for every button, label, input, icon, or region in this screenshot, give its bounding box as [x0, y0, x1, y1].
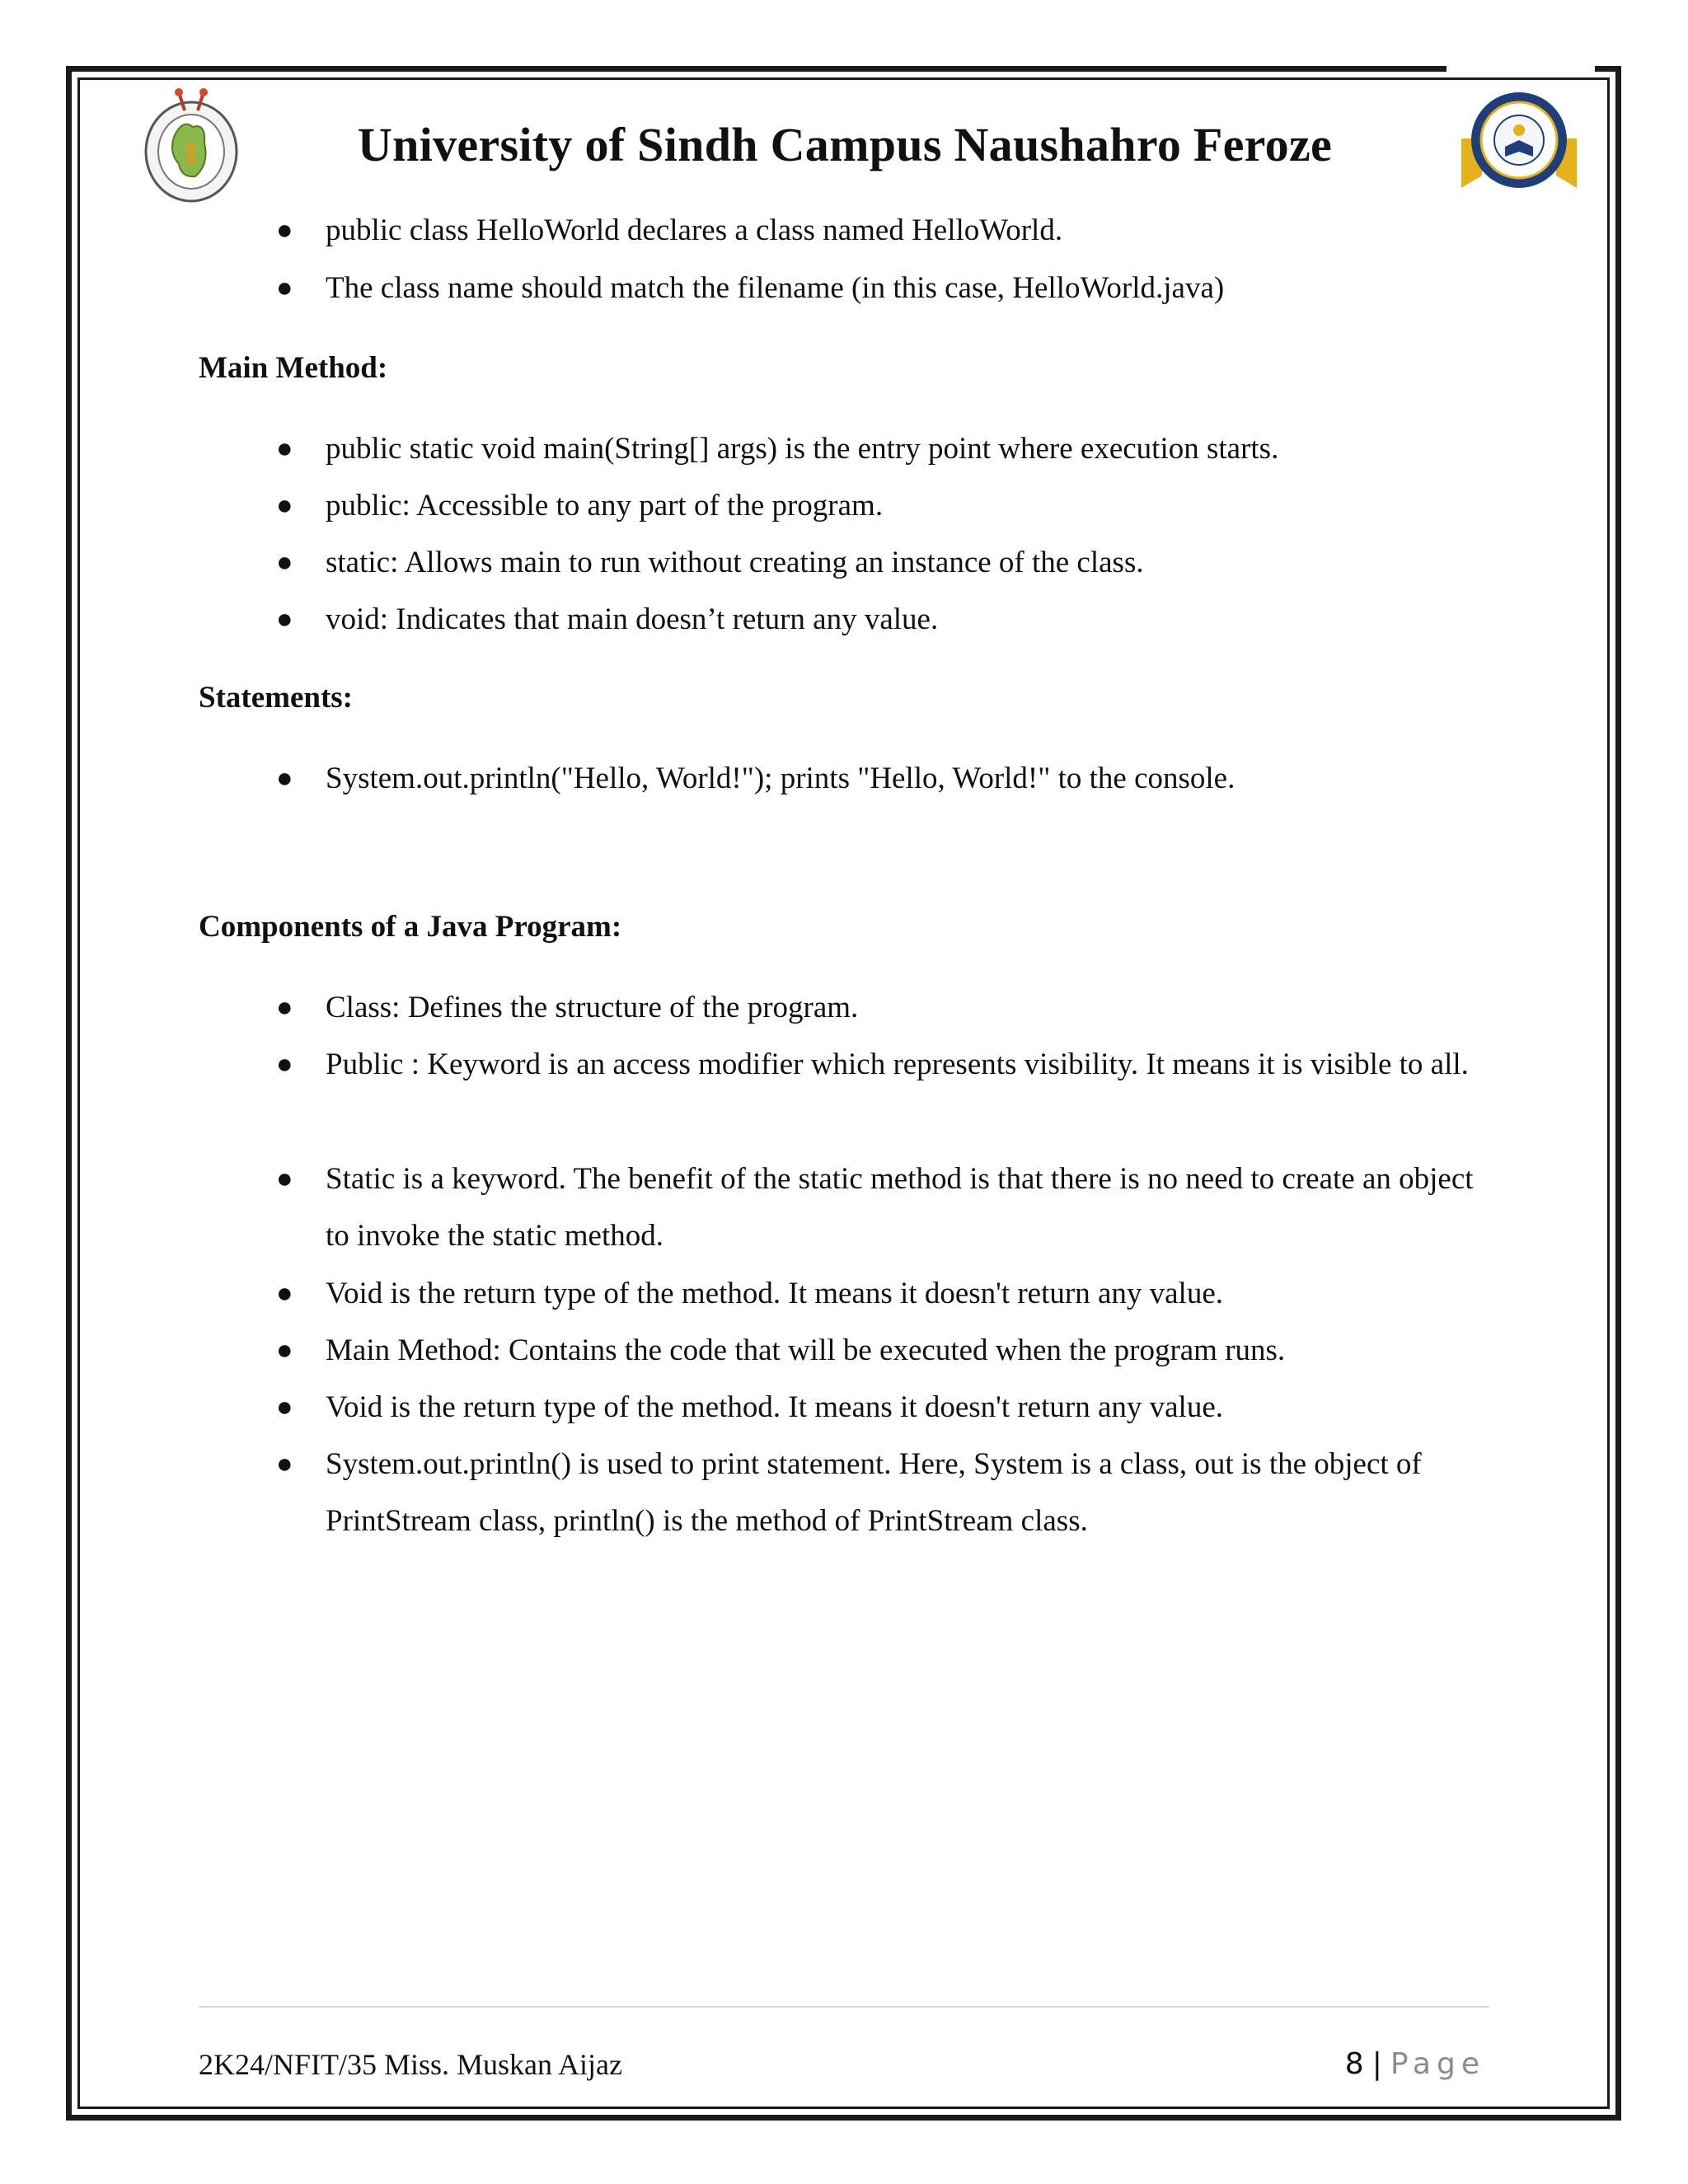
- bullet-icon: ●: [276, 1335, 293, 1366]
- list-item: [276, 1322, 1488, 1379]
- footer-author: 2K24/NFIT/35 Miss. Muskan Aijaz: [199, 2048, 623, 2081]
- bullet-icon: ●: [276, 1278, 293, 1309]
- bullet-icon: ●: [276, 1449, 293, 1479]
- list-item-text: static: Allows main to run without creating an instance of the class.: [326, 546, 1144, 579]
- bullet-icon: ●: [276, 1164, 293, 1194]
- list-item: [276, 477, 1488, 534]
- section-heading-components: Components of a Java Program:: [199, 910, 622, 944]
- page-title: University of Sindh Campus Naushahro Feroze: [357, 118, 1333, 171]
- list-item-text: Main Method: Contains the code that will be executed when the program runs.: [326, 1333, 1286, 1367]
- page-number: 8: [1344, 2047, 1364, 2081]
- footer-divider: [199, 2006, 1489, 2008]
- bullet-icon: ●: [276, 490, 293, 521]
- list-item: [276, 1379, 1488, 1436]
- section-heading-main-method: Main Method:: [199, 351, 388, 385]
- list-item-text: void: Indicates that main doesn’t return any value.: [326, 602, 939, 636]
- list-item-text: Void is the return type of the method. It means it doesn't return any value.: [326, 1390, 1224, 1424]
- bullet-icon: ●: [276, 992, 293, 1023]
- list-item-text: Class: Defines the structure of the program.: [326, 991, 859, 1024]
- list-item: [276, 202, 1488, 259]
- list-item: [276, 591, 1488, 648]
- list-item: [276, 1436, 1488, 1549]
- campus-seal-logo: [1457, 89, 1581, 196]
- list-item-text: public class HelloWorld declares a class named HelloWorld.: [326, 213, 1063, 247]
- bullet-icon: ●: [276, 604, 293, 635]
- list-item: [276, 979, 1488, 1036]
- list-item-text: Public : Keyword is an access modifier which represents visibility. It means it is visible to all.: [326, 1047, 1469, 1081]
- page-label: Page: [1390, 2047, 1485, 2081]
- list-item-text: public: Accessible to any part of the program.: [326, 489, 884, 523]
- list-item-text: The class name should match the filename (in this case, HelloWorld.java): [326, 271, 1225, 305]
- list-item-text: public static void main(String[] args) is the entry point where execution starts.: [326, 432, 1279, 466]
- list-item-text: System.out.println("Hello, World!"); prints "Hello, World!" to the console.: [326, 762, 1236, 795]
- list-item-text: System.out.println() is used to print statement. Here, System is a class, out is the object of PrintStream class, println() is the method of PrintStream class.: [326, 1447, 1422, 1538]
- bullet-icon: ●: [276, 434, 293, 464]
- footer-page-number: [1345, 2047, 1485, 2081]
- border-gap: [1447, 63, 1595, 74]
- bullet-icon: ●: [276, 215, 293, 246]
- list-item: [276, 750, 1488, 807]
- list-item-text: Static is a keyword. The benefit of the static method is that there is no need to create an object to invoke the static method.: [326, 1162, 1474, 1253]
- section-heading-statements: Statements:: [199, 681, 354, 715]
- list-item: [276, 534, 1488, 591]
- bullet-icon: ●: [276, 547, 293, 578]
- list-item: [276, 260, 1488, 316]
- list-item-text: Void is the return type of the method. It means it doesn't return any value.: [326, 1277, 1224, 1310]
- university-seal-logo: [142, 86, 241, 205]
- list-item: [276, 1151, 1488, 1264]
- list-item: [276, 1265, 1488, 1322]
- bullet-icon: ●: [276, 763, 293, 794]
- page-separator: |: [1372, 2047, 1382, 2081]
- list-item: [276, 1036, 1488, 1093]
- bullet-icon: ●: [276, 1049, 293, 1080]
- bullet-icon: ●: [276, 273, 293, 303]
- list-item: [276, 420, 1488, 477]
- bullet-icon: ●: [276, 1392, 293, 1422]
